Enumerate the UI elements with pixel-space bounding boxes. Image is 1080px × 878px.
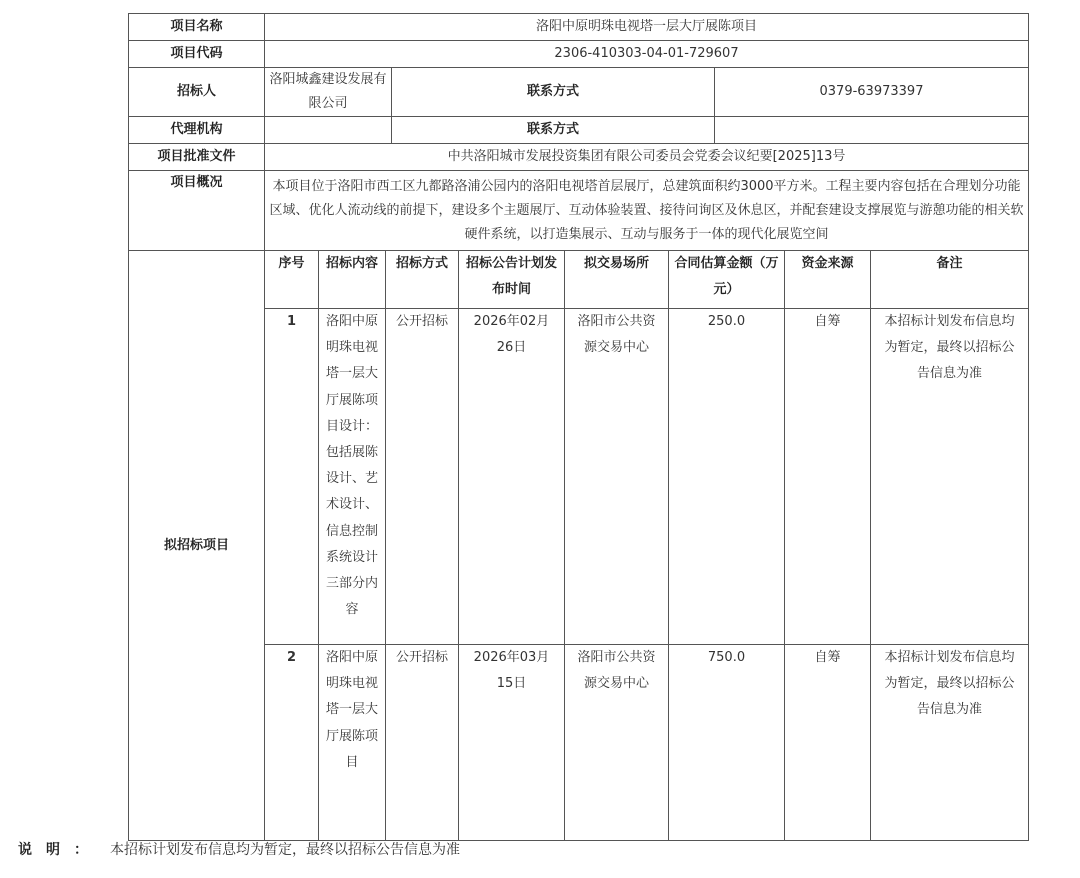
- row1-amount: 250.0: [669, 309, 785, 645]
- row2-place: 洛阳市公共资源交易中心: [565, 645, 669, 841]
- row1-content: 洛阳中原明珠电视塔一层大厅展陈项目设计：包括展陈设计、艺术设计、信息控制系统设计三部分内容: [319, 309, 386, 645]
- col-header-time: 招标公告计划发布时间: [459, 251, 565, 309]
- project-code-label: 项目代码: [129, 41, 265, 68]
- col-header-place: 拟交易场所: [565, 251, 669, 309]
- row2-remark: 本招标计划发布信息均为暂定，最终以招标公告信息为准: [871, 645, 1029, 841]
- row2-content: 洛阳中原明珠电视塔一层大厅展陈项目: [319, 645, 386, 841]
- approval-label: 项目批准文件: [129, 144, 265, 171]
- row1-fund: 自筹: [785, 309, 871, 645]
- tenderer-label: 招标人: [129, 68, 265, 117]
- tender-plan-table: [128, 13, 1029, 841]
- footnote-label: 说明：: [18, 842, 102, 858]
- agency-contact-value: [715, 117, 1029, 144]
- agency-contact-label: 联系方式: [392, 117, 715, 144]
- col-header-fund: 资金来源: [785, 251, 871, 309]
- row1-seq: 1: [265, 309, 319, 645]
- agency-label: 代理机构: [129, 117, 265, 144]
- tenderer-contact-label: 联系方式: [392, 68, 715, 117]
- row2-method: 公开招标: [386, 645, 459, 841]
- row-overview: [129, 171, 1029, 251]
- overview-label: 项目概况: [129, 171, 265, 251]
- row-agency: [129, 117, 1029, 144]
- project-name-value: 洛阳中原明珠电视塔一层大厅展陈项目: [265, 14, 1029, 41]
- row2-amount: 750.0: [669, 645, 785, 841]
- overview-value: 本项目位于洛阳市西工区九都路洛浦公园内的洛阳电视塔首层展厅，总建筑面积约3000平方米。工程主要内容包括在合理划分功能区域、优化人流动线的前提下，建设多个主题展厅、互动体验装置、接待问询区及休息区，并配套建设支撑展览与游憩功能的相关软硬件系统，以打造集展示、互动与服务于一体的现代化展览空间: [265, 171, 1029, 251]
- row1-place: 洛阳市公共资源交易中心: [565, 309, 669, 645]
- row1-method: 公开招标: [386, 309, 459, 645]
- bidding-section-label: 拟招标项目: [129, 251, 265, 841]
- footnote: [18, 838, 460, 862]
- col-header-remark: 备注: [871, 251, 1029, 309]
- col-header-amount: 合同估算金额（万元）: [669, 251, 785, 309]
- row2-seq: 2: [265, 645, 319, 841]
- approval-value: 中共洛阳城市发展投资集团有限公司委员会党委会议纪要[2025]13号: [265, 144, 1029, 171]
- row-approval: [129, 144, 1029, 171]
- row2-time: 2026年03月15日: [459, 645, 565, 841]
- col-header-method: 招标方式: [386, 251, 459, 309]
- col-header-content: 招标内容: [319, 251, 386, 309]
- footnote-text: 本招标计划发布信息均为暂定，最终以招标公告信息为准: [110, 842, 460, 858]
- row2-fund: 自筹: [785, 645, 871, 841]
- tenderer-contact-value: 0379-63973397: [715, 68, 1029, 117]
- project-name-label: 项目名称: [129, 14, 265, 41]
- row-project-code: [129, 41, 1029, 68]
- row-tenderer: [129, 68, 1029, 117]
- row1-remark: 本招标计划发布信息均为暂定，最终以招标公告信息为准: [871, 309, 1029, 645]
- row1-time: 2026年02月26日: [459, 309, 565, 645]
- tenderer-value: 洛阳城鑫建设发展有限公司: [265, 68, 392, 117]
- agency-value: [265, 117, 392, 144]
- row-project-name: [129, 14, 1029, 41]
- bidding-header-row: [129, 251, 1029, 309]
- project-code-value: 2306-410303-04-01-729607: [265, 41, 1029, 68]
- col-header-seq: 序号: [265, 251, 319, 309]
